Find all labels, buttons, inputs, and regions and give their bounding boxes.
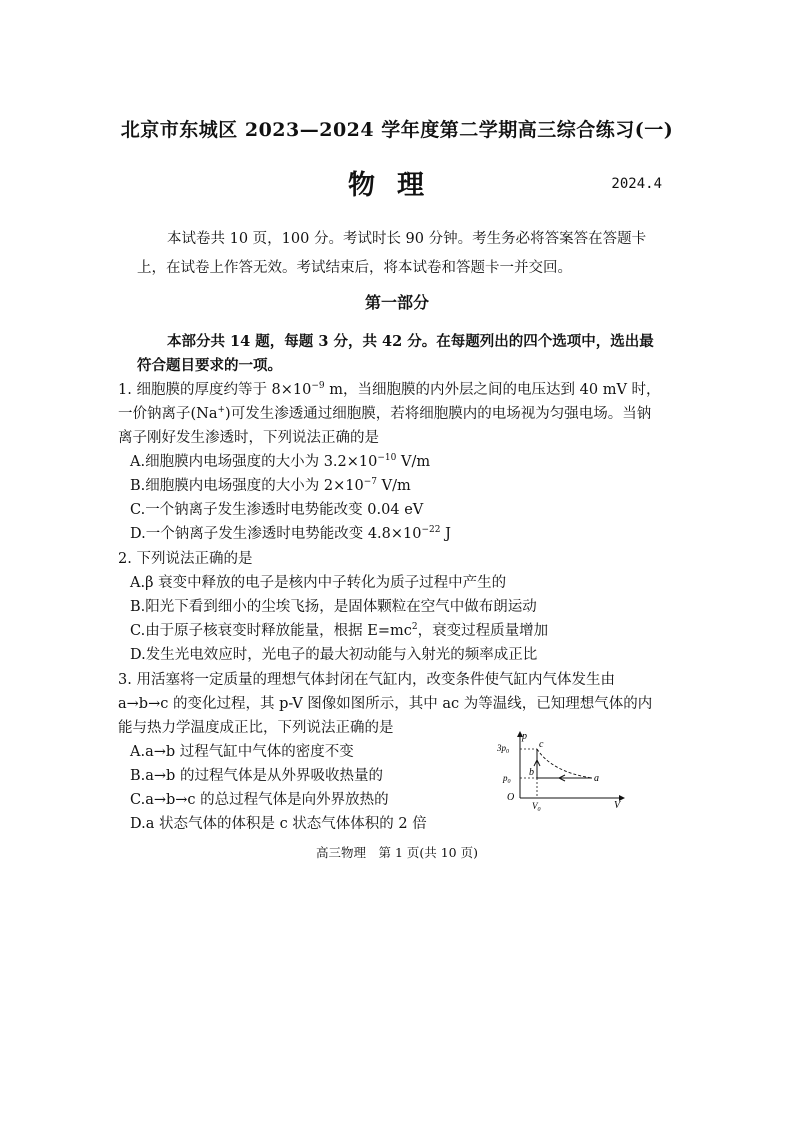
question-1-option-a[interactable]: A.细胞膜内电场强度的大小为 $3.2\times 10^{-10}$ V/m — [130, 453, 431, 470]
exam-title: 北京市东城区 2023—2024 学年度第二学期高三综合练习(一) — [120, 119, 674, 141]
tick-v0: $V_0$ — [532, 801, 541, 813]
question-1 — [118, 378, 663, 546]
question-3-option-c[interactable]: C.a→b→c 的总过程气体是向外界放热的 — [130, 792, 389, 808]
section-instructions: 本部分共 14 题，每题 3 分，共 42 分。在每题列出的四个选项中，选出最符合题目要求的一项。 — [137, 333, 654, 374]
question-1-option-d[interactable]: D.一个钠离子发生渗透时电势能改变 $4.8\times 10^{-22}$ J — [130, 525, 451, 542]
question-3-option-d[interactable]: D.a 状态气体的体积是 c 状态气体体积的 2 倍 — [130, 816, 427, 832]
pv-graph — [492, 728, 632, 813]
question-3-option-a[interactable]: A.a→b 过程气缸中气体的密度不变 — [130, 744, 354, 760]
tick-3p0: $3p_0$ — [497, 743, 509, 755]
question-1-option-b[interactable]: B.细胞膜内电场强度的大小为 $2\times 10^{-7}$ V/m — [130, 477, 411, 494]
v-axis-label: V — [614, 800, 621, 811]
question-2-option-d[interactable]: D.发生光电效应时，光电子的最大初动能与入射光的频率成正比 — [130, 647, 538, 663]
section-title: 第一部分 — [364, 293, 429, 312]
question-1-option-c[interactable]: C.一个钠离子发生渗透时电势能改变 0.04 eV — [130, 502, 424, 518]
question-2 — [118, 547, 663, 667]
point-a-label: a — [594, 773, 599, 784]
question-3-stem: 3. 用活塞将一定质量的理想气体封闭在气缸内，改变条件使气缸内气体发生由 a→b→c 的变化过程，其 p-V 图像如图所示，其中 ac 为等温线，已知理想气体的内能与热力学温度成正比，下列说法正确的是 — [118, 672, 653, 736]
p-axis-label: p — [522, 731, 527, 742]
question-2-option-a[interactable]: A.β 衰变中释放的电子是核内中子转化为质子过程中产生的 — [130, 575, 507, 591]
exam-date: 2024.4 — [611, 176, 662, 192]
origin-label: O — [507, 792, 515, 803]
page-footer: 高三物理 第 1 页(共 10 页) — [315, 845, 478, 860]
question-2-option-b[interactable]: B.阳光下看到细小的尘埃飞扬，是固体颗粒在空气中做布朗运动 — [130, 599, 537, 615]
point-b-label: b — [529, 767, 534, 778]
question-1-stem: 1. 细胞膜的厚度约等于 $8\times 10^{-9}$ m，当细胞膜的内外层之间的电压达到 40 mV 时，一价钠离子(Na+)可发生渗透通过细胞膜，若将细胞膜内的电场视为匀强电场。当钠离子刚好发生渗透时，下列说法正确的是 — [118, 381, 661, 446]
exam-intro: 本试卷共 10 页，100 分。考试时长 90 分钟。考生务必将答案答在答题卡上，在试卷上作答无效。考试结束后，将本试卷和答题卡一并交回。 — [137, 231, 647, 276]
question-2-stem: 2. 下列说法正确的是 — [118, 551, 253, 567]
question-2-option-c[interactable]: C.由于原子核衰变时释放能量，根据 $E=mc^2$，衰变过程质量增加 — [130, 622, 549, 639]
subject-title: 物理 — [348, 170, 446, 201]
point-c-label: c — [539, 739, 544, 750]
tick-p0: $p_0$ — [503, 773, 511, 785]
question-3-option-b[interactable]: B.a→b 的过程气体是从外界吸收热量的 — [130, 768, 383, 784]
isotherm-ac — [537, 749, 592, 778]
